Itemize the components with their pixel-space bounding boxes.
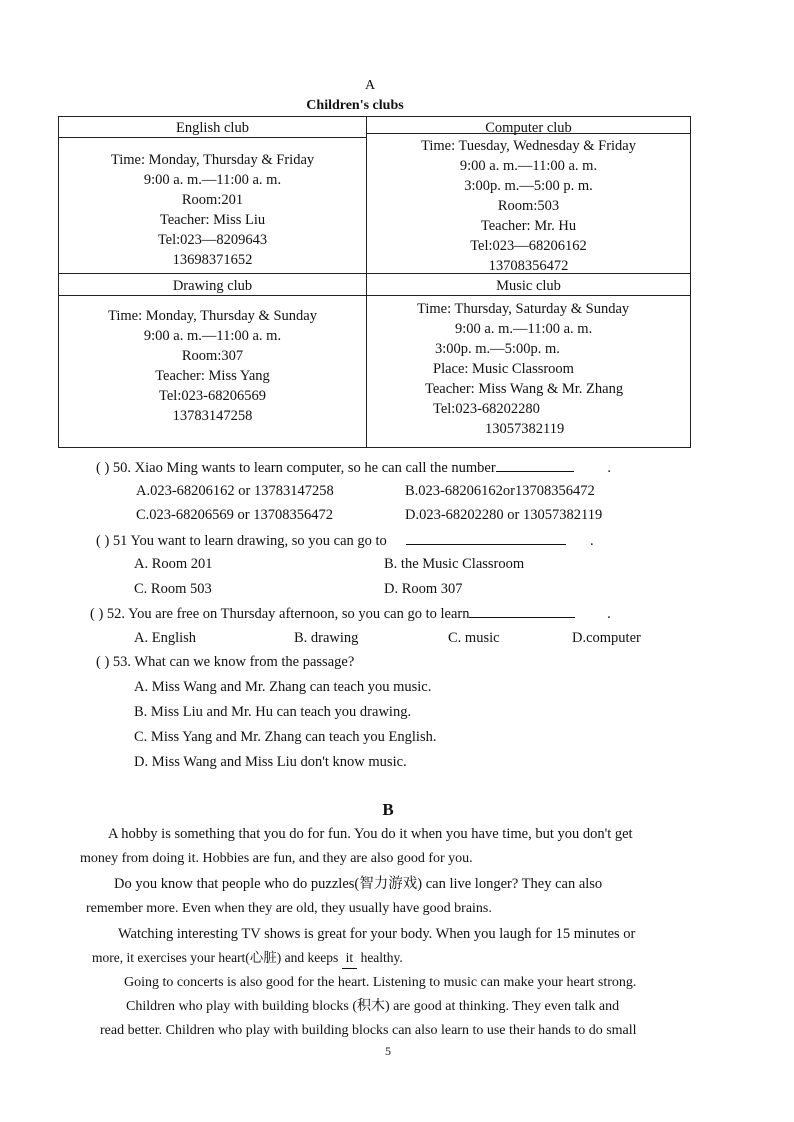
section-b-heading: B [382, 800, 394, 819]
club-mobile: 13783147258 [172, 408, 253, 424]
option-d[interactable]: D. Miss Wang and Miss Liu don't know music. [134, 754, 407, 770]
option-b[interactable]: B. Miss Liu and Mr. Hu can teach you drawing. [134, 704, 412, 720]
club-teacher: Teacher: Miss Liu [159, 212, 266, 228]
club-hours: 9:00 a. m.—11:00 a. m. [143, 328, 282, 344]
club-time: Time: Tuesday, Wednesday & Friday [420, 138, 636, 154]
club-room: Room:503 [497, 198, 560, 214]
option-c[interactable]: C. Room 503 [134, 581, 212, 597]
club-mobile: 13698371652 [172, 252, 253, 268]
question-number: ( ) 52. [90, 606, 126, 622]
club-teacher: Teacher: Mr. Hu [480, 218, 577, 234]
answer-blank[interactable] [496, 457, 574, 472]
passage-text: healthy. [360, 950, 403, 965]
club-cell-music [367, 275, 690, 439]
club-cell-drawing [59, 275, 366, 426]
option-a[interactable]: A. Room 201 [134, 556, 213, 572]
option-a[interactable]: A.023-68206162 or 13783147258 [136, 483, 334, 499]
question-text: You are free on Thursday afternoon, so you can go to learn [128, 606, 470, 622]
passage-line: Children who play with building blocks (积木) are good at thinking. They even talk and [126, 999, 620, 1014]
club-hours: 9:00 a. m.—11:00 a. m. [455, 321, 593, 337]
answer-blank[interactable] [469, 603, 575, 618]
passage-text: more, it exercises your heart(心脏) and keeps [92, 950, 339, 965]
question-end: . [590, 533, 594, 549]
option-d[interactable]: D. Room 307 [384, 581, 463, 597]
club-teacher: Teacher: Miss Yang [155, 368, 270, 384]
club-name: Music club [367, 275, 690, 296]
club-hours: 9:00 a. m.—11:00 a. m. [459, 158, 598, 174]
question-51 [96, 530, 594, 551]
option-a[interactable]: A. Miss Wang and Mr. Zhang can teach you music. [134, 679, 432, 695]
question-text: You want to learn drawing, so you can go to [130, 533, 387, 549]
club-name: Computer club [485, 120, 572, 136]
club-tel: Tel:023-68202280 [433, 401, 540, 417]
club-time: Time: Monday, Thursday & Friday [110, 152, 315, 168]
question-text: Xiao Ming wants to learn computer, so he can call the number [134, 460, 496, 476]
question-end: . [607, 606, 611, 622]
option-c[interactable]: C. music [448, 630, 500, 646]
option-b[interactable]: B. the Music Classroom [384, 556, 525, 572]
question-50 [96, 457, 611, 478]
option-c[interactable]: C. Miss Yang and Mr. Zhang can teach you English. [134, 729, 437, 745]
table-title: Children's clubs [306, 98, 404, 113]
club-tel: Tel:023-68206569 [159, 388, 266, 404]
club-hours-pm: 3:00p. m.—5:00p. m. [435, 341, 560, 357]
option-d[interactable]: D.023-68202280 or 13057382119 [405, 507, 603, 523]
passage-line: Watching interesting TV shows is great for your body. When you laugh for 15 minutes or [118, 926, 636, 942]
passage-line: Do you know that people who do puzzles(智力游戏) can live longer? They can also [114, 876, 603, 892]
question-number: ( ) 51 [96, 533, 128, 549]
option-b[interactable]: B.023-68206162or13708356472 [405, 483, 595, 499]
passage-line: read better. Children who play with building blocks can also learn to use their hands to do small [100, 1023, 637, 1038]
question-number: ( ) 53. [96, 654, 132, 670]
club-hours-pm: 3:00p. m.—5:00 p. m. [464, 178, 593, 194]
option-b[interactable]: B. drawing [294, 630, 359, 646]
club-tel: Tel:023—68206162 [470, 238, 587, 254]
section-a-heading: A [364, 78, 376, 93]
option-d[interactable]: D.computer [572, 630, 641, 646]
page-number: 5 [385, 1044, 391, 1058]
clubs-table [58, 116, 691, 448]
club-name: English club [59, 117, 366, 138]
club-name: Drawing club [59, 275, 366, 296]
option-c[interactable]: C.023-68206569 or 13708356472 [136, 507, 333, 523]
question-end: . [607, 460, 611, 476]
option-a[interactable]: A. English [134, 630, 197, 646]
club-time: Time: Thursday, Saturday & Sunday [417, 301, 630, 317]
club-place: Place: Music Classroom [433, 361, 574, 377]
question-53 [96, 652, 354, 672]
passage-line-with-blank [92, 948, 403, 969]
club-teacher: Teacher: Miss Wang & Mr. Zhang [425, 381, 624, 397]
question-52 [90, 603, 611, 624]
passage-line: Going to concerts is also good for the heart. Listening to music can make your heart strong. [124, 975, 637, 990]
club-cell-computer [367, 117, 690, 276]
underlined-word: it [342, 948, 358, 969]
club-mobile: 13708356472 [488, 258, 569, 274]
club-room: Room:201 [181, 192, 244, 208]
club-tel: Tel:023—8209643 [157, 232, 268, 248]
club-room: Room:307 [181, 348, 244, 364]
question-number: ( ) 50. [96, 460, 132, 476]
club-time: Time: Monday, Thursday & Sunday [108, 308, 317, 324]
answer-blank[interactable] [406, 530, 566, 545]
question-text: What can we know from the passage? [134, 654, 355, 670]
club-cell-english [59, 117, 366, 270]
club-mobile: 13057382119 [485, 421, 565, 437]
club-hours: 9:00 a. m.—11:00 a. m. [143, 172, 282, 188]
passage-line: remember more. Even when they are old, they usually have good brains. [86, 901, 492, 916]
passage-line: money from doing it. Hobbies are fun, and they are also good for you. [80, 851, 473, 866]
passage-line: A hobby is something that you do for fun. You do it when you have time, but you don't get [108, 826, 633, 842]
